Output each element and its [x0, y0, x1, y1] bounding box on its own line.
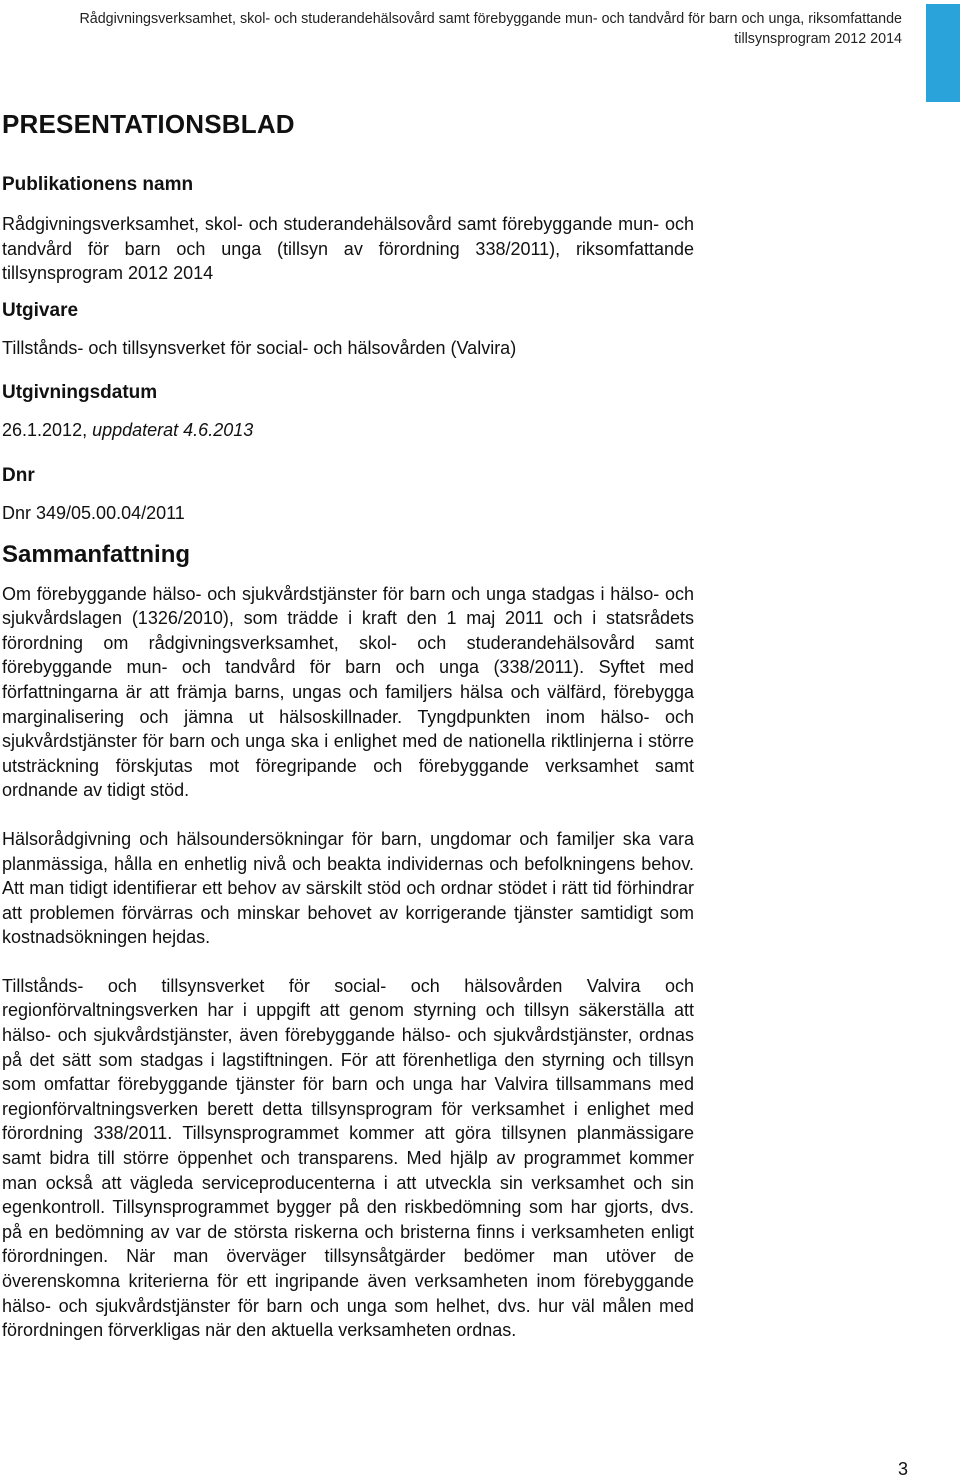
document-body — [2, 108, 694, 1367]
summary-paragraph: Om förebyggande hälso- och sjukvårdstjänster för barn och unga stadgas i hälso- och sjukvårdslagen (1326/2010), som trädde i kraft den 1 maj 2011 och i statsrådets förordning om rådgivningsverksamhet, skol- och studerandehälsovård samt förebyggande mun- och tandvård för barn och unga (338/2011). Syftet med författningarna är att främja barns, ungas och familjers hälsa och välfärd, förebygga marginalisering och jämna ut hälsoskillnader. Tyngdpunkten inom hälso- och sjukvårdstjänster för barn och unga ska i enlighet med de nationella riktlinjerna i större utsträckning förskjutas mot föregripande och förebyggande verksamhet samt ordnande av tidigt stöd. — [2, 583, 694, 801]
dnr-label: Dnr — [2, 464, 35, 486]
date-value: 26.1.2012, — [2, 420, 88, 441]
publisher-label: Utgivare — [2, 299, 79, 321]
date-updated: uppdaterat 4.6.2013 — [92, 420, 254, 441]
summary-heading: Sammanfattning — [2, 540, 191, 568]
page-number: 3 — [897, 1459, 908, 1479]
date-label: Utgivningsdatum — [2, 382, 158, 404]
publication-name-label: Publikationens namn — [2, 174, 194, 195]
dnr-value: Dnr 349/05.00.04/2011 — [2, 502, 185, 523]
summary-paragraph: Hälsorådgivning och hälsoundersökningar för barn, ungdomar och familjer ska vara planmässiga, hålla en enhetlig nivå och beakta individernas och befolkningens behov. Att man tidigt identifierar ett behov av särskilt stöd och ordnar stödet i rätt tid förhindrar att problemen förvärras och minskar behovet av korrigerande tjänster samtidigt som kostnadsökningen hejdas. — [2, 828, 694, 948]
publisher: Tillstånds- och tillsynsverket för social- och hälsovården (Valvira) — [2, 337, 517, 358]
accent-bar — [926, 4, 960, 102]
summary-paragraph: Tillstånds- och tillsynsverket för social- och hälsovården Valvira och regionförvaltningsverken har i uppgift att genom styrning och tillsyn säkerställa att hälso- och sjukvårdstjänster, även förebyggande hälso- och sjukvårdstjänster, ordnas på det sätt som stadgas i lagstiftningen. För att förenhetliga den styrning och tillsyn som omfattar förebyggande tjänster för barn och unga har Valvira tillsammans med regionförvaltningsverken berett detta tillsynsprogram för verksamhet i enlighet med förordning 338/2011. Tillsynsprogrammet kommer att göra tillsynen planmässigare samt bidra till större öppenhet och transparens. Med hjälp av programmet kommer man också att vägleda serviceproducenterna i att utveckla sin verksamhet och sin egenkontroll. Tillsynsprogrammet bygger på den riskbedömning som har gjorts, dvs. på en bedömning av var de största riskerna och bristerna finns i verksamheten enligt förordningen. När man överväger tillsynsåtgärder bedömer man utöver de överenskomna kriterierna för ett ingripande även verksamheten inom förebyggande hälso- och sjukvårdstjänster för barn och unga som helhet, dvs. hur väl målen med förordningen förverkligas när den aktuella verksamheten ordnas. — [2, 975, 694, 1341]
date-line — [2, 418, 694, 443]
document-title: PRESENTATIONSBLAD — [2, 109, 295, 139]
running-header: Rådgivningsverksamhet, skol- och studerandehälsovård samt förebyggande mun- och tandvård för barn och unga, riksomfattande tillsynsprogram 2012 2014 — [79, 11, 902, 47]
publication-name: Rådgivningsverksamhet, skol- och studerandehälsovård samt förebyggande mun- och tandvård för barn och unga (tillsyn av förordning 338/2011), riksomfattande tillsynsprogram 2012 2014 — [2, 214, 694, 284]
